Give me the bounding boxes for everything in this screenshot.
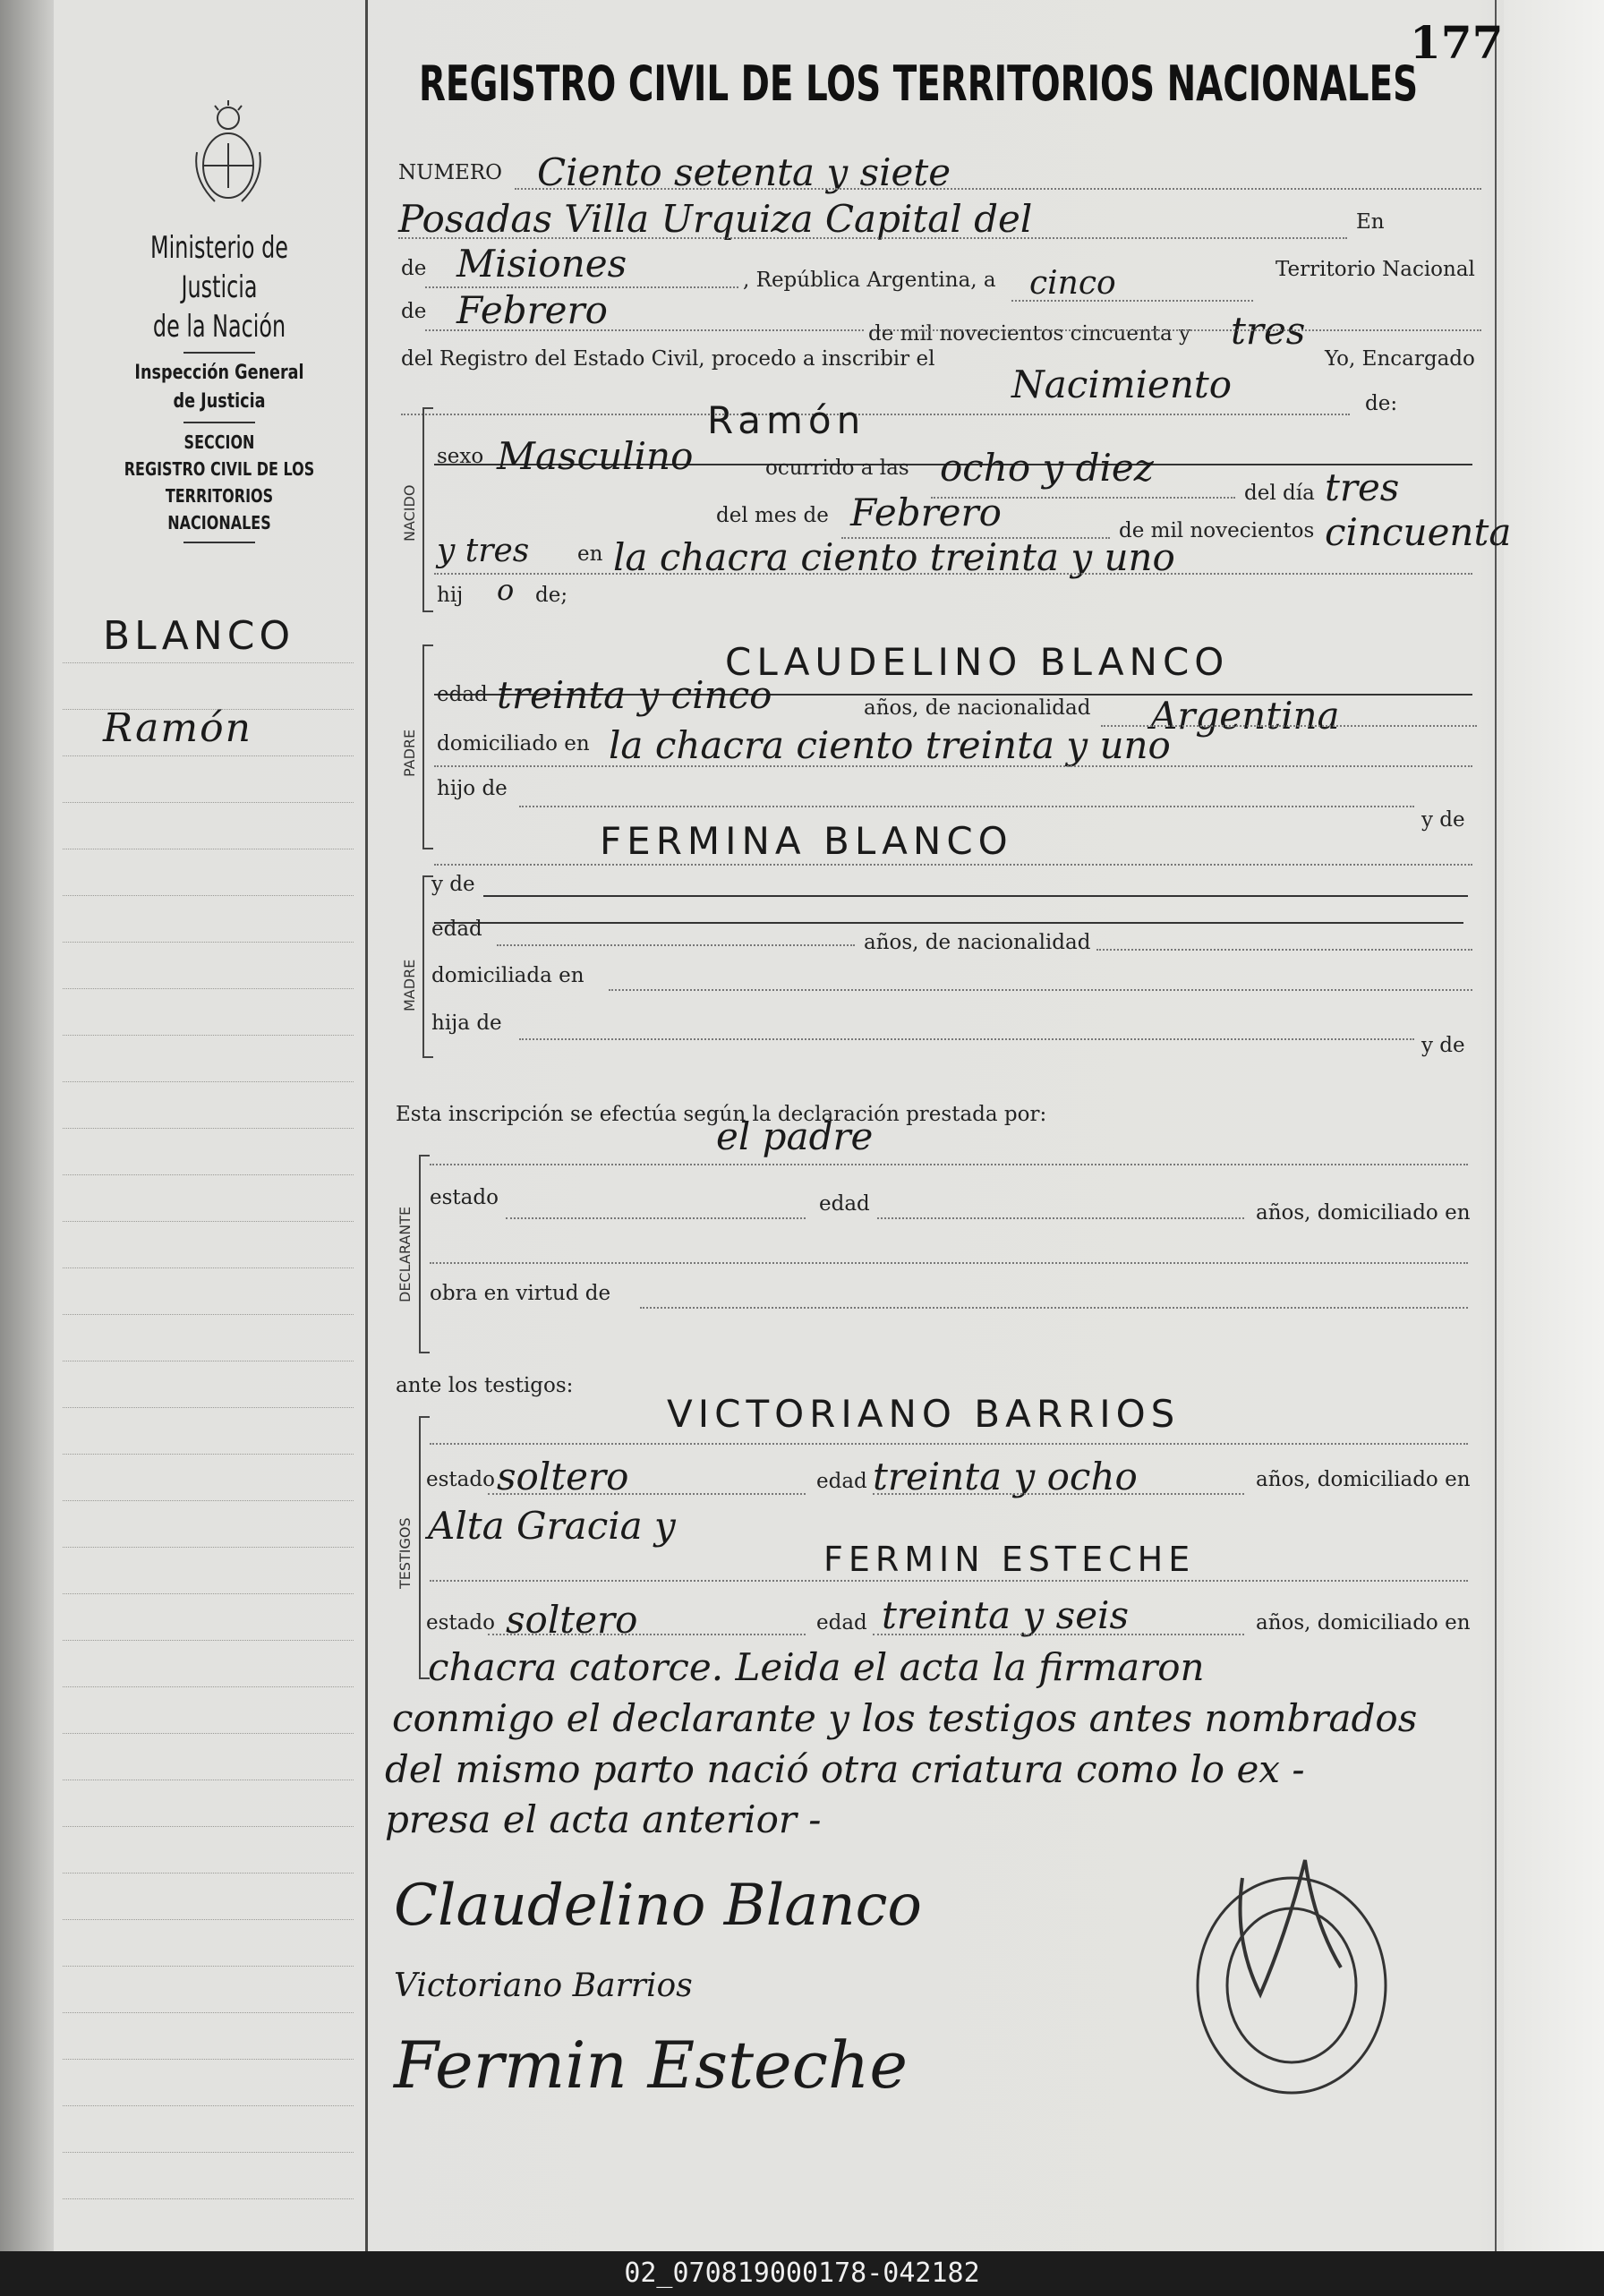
father-domicilio-label: domiciliado en [437,732,590,755]
margin-rule-line [63,1873,354,1874]
birth-place-line [434,573,1472,575]
note-line-2: conmigo el declarante y los testigos antes nombrados [392,1696,1418,1740]
hour-value: ocho y diez [940,446,1154,490]
w1-estado-line [488,1493,806,1495]
note-line-3: del mismo parto nació otra criatura como lo ex - [385,1747,1305,1791]
declarant-value: el padre [716,1114,874,1158]
territory-value: Misiones [456,242,627,286]
ocurrido-label: ocurrido a las [765,457,909,480]
father-edad-value: treinta y cinco [497,673,772,717]
w2-estado-line [488,1634,806,1635]
declarante-estado-label: estado [430,1186,499,1209]
w1-estado-label: estado [426,1468,495,1491]
margin-rule-line [63,1547,354,1548]
father-hijo-label: hijo de [437,777,508,800]
father-parent-line [434,864,1472,866]
hij-de-label: de; [535,584,568,607]
margin-rule-line [63,2059,354,2060]
birth-year-value-b: y tres [437,533,530,569]
witness1-name-line [430,1443,1468,1445]
margin-given-name: Ramón [103,705,252,751]
birth-day-value: tres [1325,465,1400,509]
place-value: Posadas Villa Urquiza Capital del [398,197,1033,241]
w2-edad-value: treinta y seis [882,1593,1130,1637]
section-line1: REGISTRO CIVIL DE LOS [124,458,315,480]
w2-anios-label: años, domiciliado en [1256,1611,1471,1635]
margin-rule-line [63,1221,354,1222]
margin-rule-line [63,755,354,756]
ministry-separator [183,352,255,354]
year-label: de mil novecientos cincuenta y [868,322,1191,346]
sexo-value: Masculino [497,434,694,478]
father-edad-label: edad [437,683,488,706]
binding-edge [0,0,54,2251]
witness2-name: FERMIN ESTECHE [823,1540,1196,1579]
margin-rule-line [63,2198,354,2199]
registro-label: del Registro del Estado Civil, procedo a inscribir el [401,347,935,371]
margin-rule-line [63,2152,354,2153]
madre-y-de-label-2: y de [1421,1034,1465,1057]
act-type-line [401,414,1350,415]
declarante-obra-label: obra en virtud de [430,1282,611,1305]
margin-rule-line [63,1267,354,1268]
margin-rule-line [63,1128,354,1129]
signature-witness1: Victoriano Barrios [394,1967,693,2004]
w2-estado-label: estado [426,1611,495,1635]
de-label: de [401,257,427,280]
madre-y-de-label: y de [431,873,475,896]
madre-domicilio-line [609,989,1472,991]
witness1-name: VICTORIANO BARRIOS [667,1392,1181,1436]
madre-divider [434,922,1463,924]
margin-rule-line [63,988,354,989]
official-seal-icon [1180,1842,1395,2111]
declarante-anios-label: años, domiciliado en [1256,1201,1471,1225]
margin-rule-line [63,1966,354,1967]
w1-estado-value: soltero [497,1455,629,1498]
numero-label: NUMERO [398,161,503,184]
ministry-block [98,228,340,549]
hij-label: hij [437,584,464,607]
w2-estado-value: soltero [506,1598,638,1642]
w1-anios-label: años, domiciliado en [1256,1468,1471,1491]
margin-rule-line [63,802,354,803]
sexo-label: sexo [437,445,484,468]
signature-witness2: Fermin Esteche [394,2027,908,2103]
nacido-bracket [422,407,433,612]
madre-section-label: MADRE [401,959,418,1011]
w2-edad-line [873,1634,1244,1635]
margin-rule-line [63,895,354,896]
act-type-value: Nacimiento [1011,363,1233,406]
madre-hija-line [519,1038,1414,1040]
signature-father: Claudelino Blanco [394,1873,922,1939]
testigos-bracket [419,1416,430,1679]
republica-label: , República Argentina, a [743,269,996,292]
national-emblem-icon [188,98,269,210]
inspection-separator [183,422,255,423]
nacido-section-label: NACIDO [401,484,418,542]
margin-rule-line [63,662,354,663]
declarante-edad-label: edad [819,1192,870,1216]
ministry-line1: Ministerio de Justicia [150,230,288,305]
month-line [425,329,864,331]
day-line [1011,300,1253,302]
w1-edad-line [873,1493,1244,1495]
declarante-obra-line [640,1307,1468,1309]
section-label: SECCION [183,431,255,453]
declarante-estado-line [506,1217,806,1219]
margin-rule-line [63,2012,354,2013]
declarante-bracket [419,1155,430,1353]
year-value: tres [1231,309,1306,353]
father-nationality: Argentina [1150,694,1340,738]
madre-domicilio-label: domiciliada en [431,964,584,987]
madre-hija-label: hija de [431,1011,502,1035]
mil-label: de mil novecientos [1119,519,1315,542]
declarante-edad-line [877,1217,1244,1219]
territorio-label: Territorio Nacional [1276,258,1475,281]
de-label-3: de: [1365,392,1398,415]
yo-label: Yo, Encargado [1325,347,1475,371]
margin-rule-line [63,1919,354,1920]
birth-month-value: Febrero [850,491,1002,534]
day-value: cinco [1029,265,1116,302]
declaration-intro: Esta inscripción se efectúa según la declaración prestada por: [396,1103,1047,1126]
numero-value: Ciento setenta y siete [537,150,951,194]
madre-edad-label: edad [431,918,482,941]
father-hijo-line [519,806,1414,807]
section-separator [183,542,255,543]
page-number: 177 [1410,16,1504,69]
image-id-footer: 02_070819000178-042182 [0,2251,1604,2296]
margin-divider [365,0,368,2251]
del-dia-label: del día [1244,482,1315,505]
margin-rule-line [63,1174,354,1175]
father-parent-name: FERMINA BLANCO [600,819,1013,863]
place-line [398,237,1347,239]
madre-y-de-line [483,895,1468,897]
margin-surname: BLANCO [103,613,295,659]
father-y-de-label: y de [1421,808,1465,832]
father-name: CLAUDELINO BLANCO [725,640,1230,684]
w1-edad-label: edad [816,1470,867,1493]
margin-rule-line [63,1593,354,1594]
margin-rule-line [63,1081,354,1082]
child-name: Ramón [707,398,866,442]
testigos-intro: ante los testigos: [396,1374,574,1397]
margin-rule-line [63,1826,354,1827]
padre-bracket [422,644,433,849]
margin-rule-line [63,1314,354,1315]
inspection-line1: Inspección General [134,362,304,384]
w2-edad-label: edad [816,1611,867,1635]
madre-edad-line [497,944,855,946]
w1-edad-value: treinta y ocho [873,1455,1138,1498]
right-border [1495,0,1497,2251]
en-label: En [1356,210,1385,234]
year-line [873,329,1481,331]
margin-rule-line [63,1640,354,1641]
testigos-section-label: TESTIGOS [397,1517,414,1589]
margin-rule-line [63,1454,354,1455]
margin-rule-line [63,942,354,943]
section-line2: TERRITORIOS NACIONALES [165,485,274,533]
margin-rule-line [63,1407,354,1408]
note-line-4: presa el acta anterior - [385,1797,822,1841]
margin-rule-line [63,2105,354,2106]
page-edge [1504,0,1604,2251]
month-value: Febrero [456,288,608,332]
padre-section-label: PADRE [401,729,418,777]
birth-year-value-a: cincuenta [1325,510,1512,554]
madre-nationality-line [1096,949,1472,951]
father-domicilio-line [434,765,1472,767]
father-domicilio-value: la chacra ciento treinta y uno [609,723,1171,767]
declarant-line [430,1164,1468,1165]
margin-rule-line [63,1500,354,1501]
w1-domicilio-value: Alta Gracia y [428,1504,676,1548]
father-anios-label: años, de nacionalidad [864,696,1091,720]
margin-rule-line [63,1686,354,1687]
birth-place-value: la chacra ciento treinta y uno [613,535,1175,579]
en-place-label: en [577,542,603,566]
register-title: REGISTRO CIVIL DE LOS TERRITORIOS NACIONALES [419,55,1419,112]
de-label-2: de [401,300,427,323]
w2-domicilio-value: chacra catorce. Leida el acta la firmaron [428,1645,1205,1689]
ministry-line2: de la Nación [152,309,286,345]
declarante-domicilio-line [430,1262,1468,1264]
madre-anios-label: años, de nacionalidad [864,931,1091,954]
hij-value: o [497,573,515,607]
inspection-line2: de Justicia [173,390,266,413]
margin-rule-line [63,1733,354,1734]
witness2-name-line [430,1580,1468,1582]
numero-line [515,188,1481,190]
del-mes-label: del mes de [716,504,829,527]
margin-rule-line [63,1035,354,1036]
declarante-section-label: DECLARANTE [397,1206,414,1302]
